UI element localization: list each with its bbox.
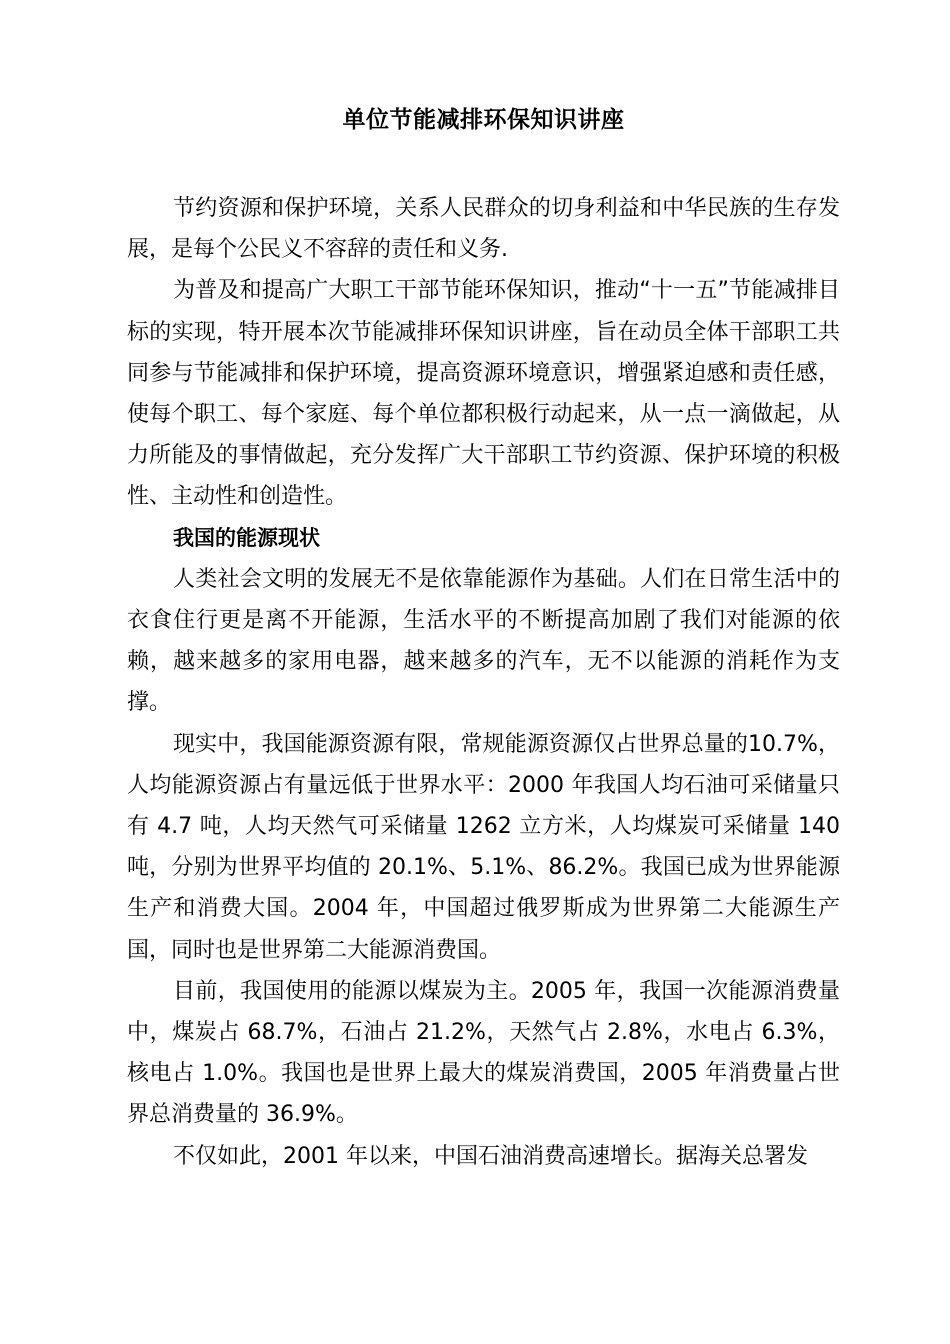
section-paragraph-1: 人类社会文明的发展无不是依靠能源作为基础。人们在日常生活中的衣食住行更是离不开能源，生活水平的不断提高加剧了我们对能源的依赖，越来越多的家用电器，越来越多的汽车，无不以能源的消耗作为支撑。	[127, 566, 840, 716]
section-paragraph-2: 现实中，我国能源资源有限，常规能源资源仅占世界总量的10.7%，人均能源资源占有量远低于世界水平：2000 年我国人均石油可采储量只有 4.7 吨，人均天然气可采储量 1262 立方米，人均煤炭可采储量 140 吨，分别为世界平均值的 20.1%、5.1%、86.2%。我国已成为世界能源生产和消费大国。2004 年，中国超过俄罗斯成为世界第二大能源生产国，同时也是世界第二大能源消费国。	[127, 731, 840, 963]
intro-paragraph-1: 节约资源和保护环境，关系人民群众的切身利益和中华民族的生存发展，是每个公民义不容辞的责任和义务.	[127, 196, 840, 263]
section-paragraph-3: 目前，我国使用的能源以煤炭为主。2005 年，我国一次能源消费量中，煤炭占 68.7%，石油占 21.2%，天然气占 2.8%，水电占 6.3%，核电占 1.0%。我国也是世界上最大的煤炭消费国，2005 年消费量占世界总消费量的 36.9%。	[127, 978, 840, 1128]
intro-paragraph-2: 为普及和提高广大职工干部节能环保知识，推动“十一五”节能减排目标的实现，特开展本次节能减排环保知识讲座，旨在动员全体干部职工共同参与节能减排和保护环境，提高资源环境意识，增强紧迫感和责任感，使每个职工、每个家庭、每个单位都积极行动起来，从一点一滴做起，从力所能及的事情做起，充分发挥广大干部职工节约资源、保护环境的积极性、主动性和创造性。	[127, 278, 840, 510]
section-paragraph-4: 不仅如此，2001 年以来，中国石油消费高速增长。据海关总署发	[173, 1143, 808, 1169]
document-title: 单位节能减排环保知识讲座	[342, 107, 625, 133]
section-heading: 我国的能源现状	[173, 525, 320, 550]
document-page	[127, 100, 840, 1177]
